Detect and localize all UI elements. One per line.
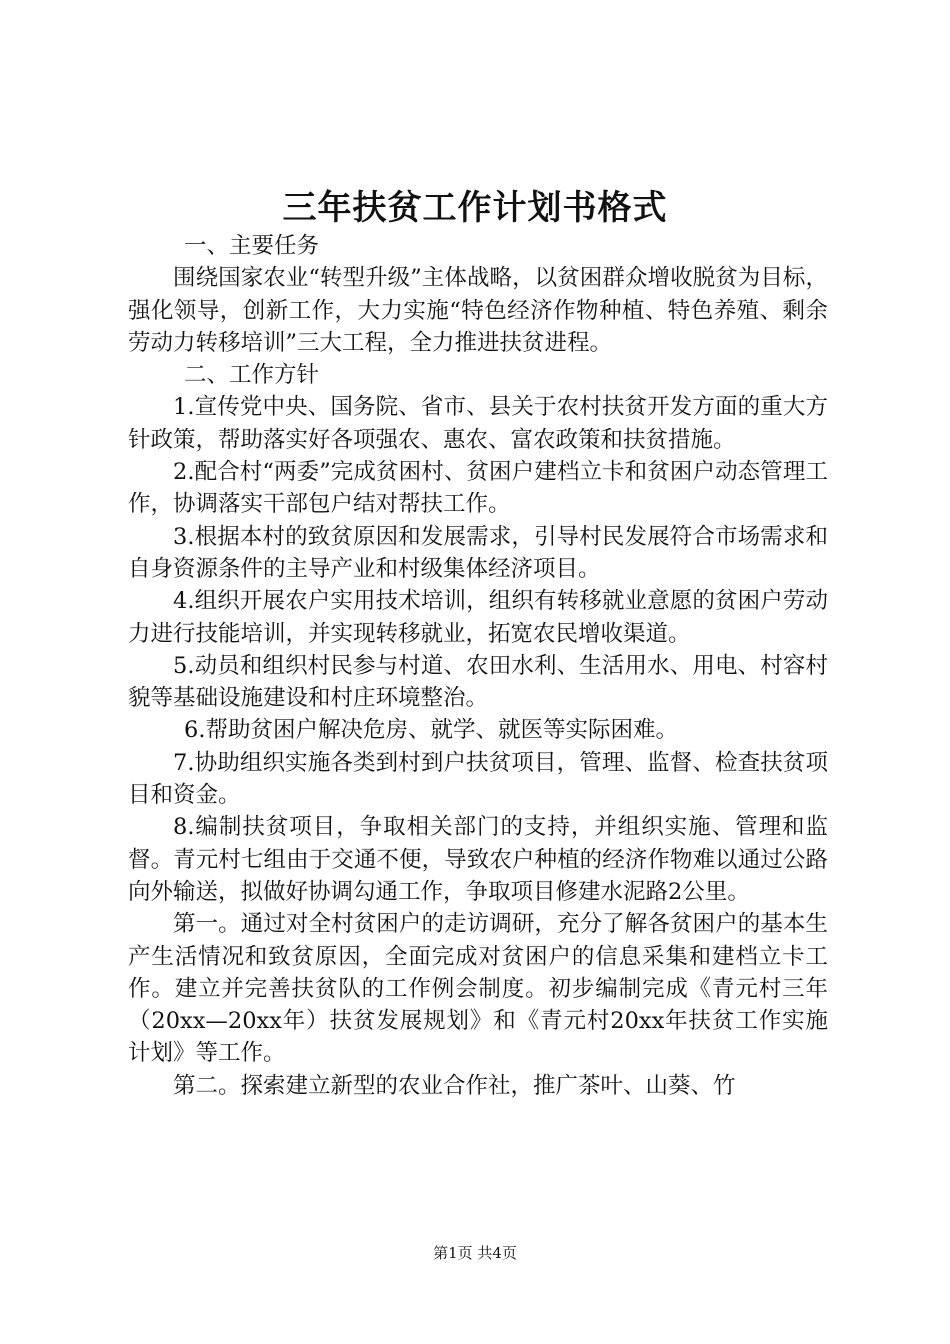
section-heading-work-policy: 二、工作方针: [184, 362, 320, 389]
paragraph: 3.根据本村的致贫原因和发展需求，引导村民发展符合市场需求和自身资源条件的主导产业和村级集体经济项目。: [128, 523, 828, 582]
page-footer: 第1页 共4页: [433, 1244, 517, 1262]
paragraph: 7.协助组织实施各类到村到户扶贫项目，管理、监督、检查扶贫项目和资金。: [128, 749, 828, 809]
paragraph: 第二。探索建立新型的农业合作社，推广茶叶、山葵、竹: [173, 1072, 736, 1099]
paragraph: 2.配合村“两委”完成贫困村、贫困户建档立卡和贫困户动态管理工作，协调落实干部包户结对帮扶工作。: [128, 459, 828, 518]
document-body: [128, 230, 828, 1102]
paragraph: 6.帮助贫困户解决危房、就学、就医等实际困难。: [184, 717, 678, 744]
paragraph: 5.动员和组织村民参与村道、农田水利、生活用水、用电、村容村貌等基础设施建设和村庄环境整治。: [128, 652, 828, 712]
paragraph: 1.宣传党中央、国务院、省市、县关于农村扶贫开发方面的重大方针政策，帮助落实好各项强农、惠农、富农政策和扶贫措施。: [128, 394, 828, 453]
paragraph: 8.编制扶贫项目，争取相关部门的支持，并组织实施、管理和监督。青元村七组由于交通不便，导致农户种植的经济作物难以通过公路向外输送，拟做好协调勾通工作，争取项目修建水泥路2公里。: [128, 814, 828, 905]
paragraph: 第一。通过对全村贫困户的走访调研，充分了解各贫困户的基本生产生活情况和致贫原因，全面完成对贫困户的信息采集和建档立卡工作。建立并完善扶贫队的工作例会制度。初步编制完成《青元村三年（20xx—20xx年）扶贫发展规划》和《青元村20xx年扶贫工作实施计划》等工作。: [128, 911, 828, 1067]
document-title: 三年扶贫工作计划书格式: [282, 188, 668, 228]
section-heading-main-tasks: 一、主要任务: [184, 233, 320, 259]
paragraph: 4.组织开展农户实用技术培训，组织有转移就业意愿的贫困户劳动力进行技能培训，并实现转移就业，拓宽农民增收渠道。: [128, 588, 828, 647]
paragraph: 围绕国家农业“转型升级”主体战略，以贫困群众增收脱贫为目标，强化领导，创新工作，大力实施“特色经济作物种植、特色养殖、剩余劳动力转移培训”三大工程，全力推进扶贫进程。: [128, 265, 828, 356]
